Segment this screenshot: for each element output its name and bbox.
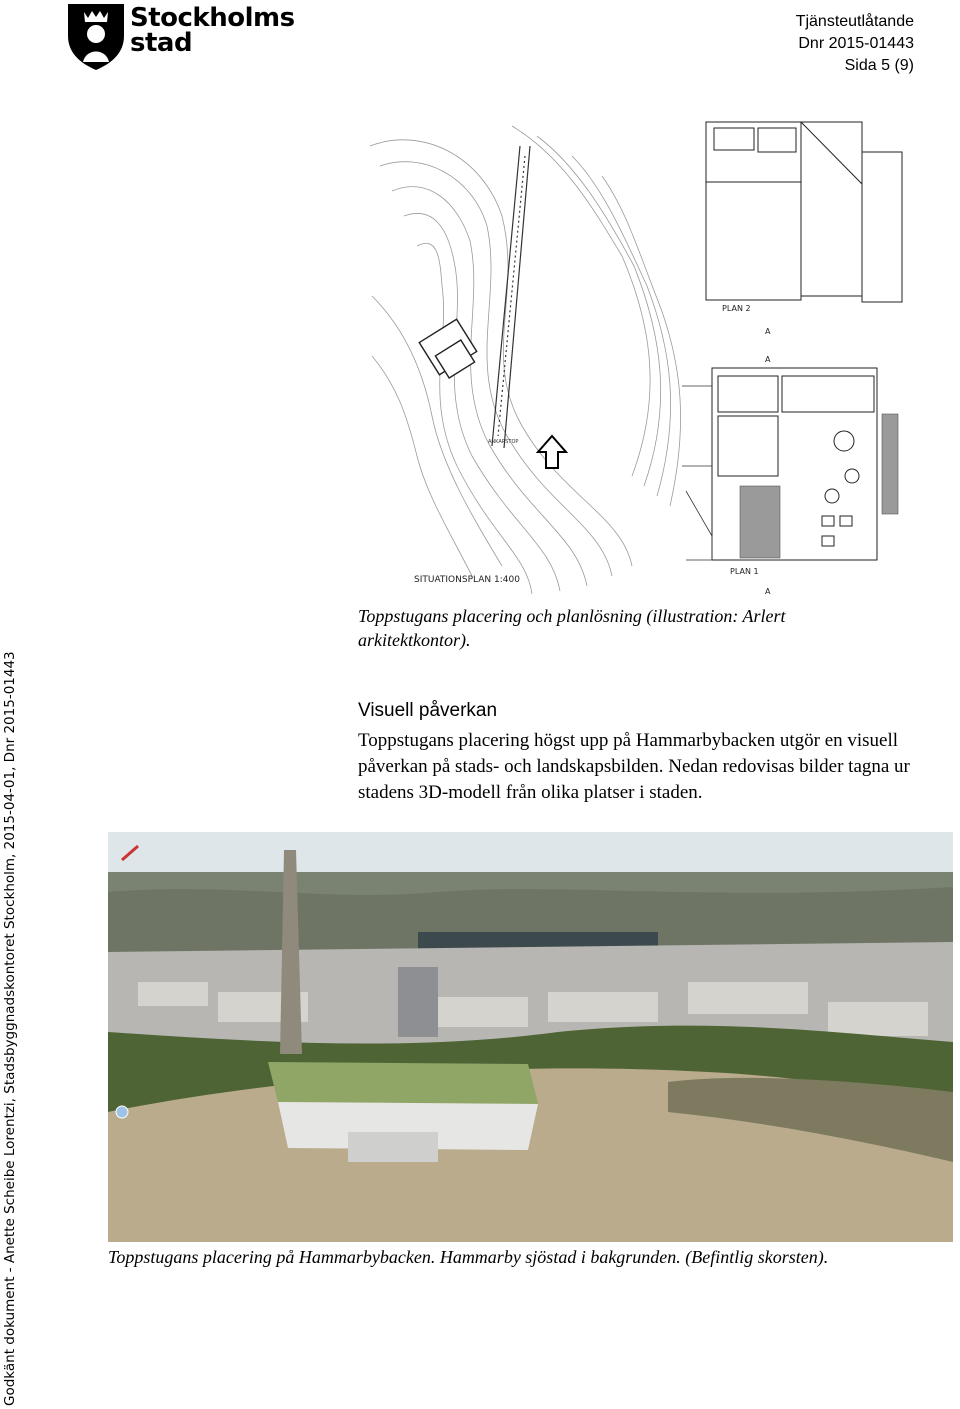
plan2-label: PLAN 2: [722, 304, 751, 313]
toppstugan-model: [268, 1062, 538, 1162]
figure-caption-plan: Toppstugans placering och planlösning (illustration: Arlert arkitektkontor).: [358, 606, 786, 650]
city-3d-model-image: [108, 832, 953, 1242]
site-plan-drawing: [362, 96, 942, 596]
logo-wordmark: [130, 3, 295, 58]
plan2-drawing: [706, 122, 902, 302]
stockholms-stad-logo: [66, 2, 295, 74]
logo-line2: stad: [130, 28, 193, 58]
page-header: [796, 11, 914, 77]
plan1-drawing: [712, 368, 877, 560]
section-body: Toppstugans placering högst upp på Hammarbybacken utgör en visuell påverkan på stads- och landskapsbilden. Nedan redovisas bilder tagna ur stadens 3D-modell från olika platser i staden.: [358, 730, 910, 803]
page-number: Sida 5 (9): [844, 57, 914, 74]
logo-line1: Stockholms: [130, 3, 295, 33]
section-heading: Visuell påverkan: [358, 700, 498, 721]
approval-side-note: Godkänt dokument - Anette Scheibe Lorentzi, Stadsbyggnadskontoret Stockholm, 2015-04-01, Dnr 2015-01443: [2, 651, 18, 1406]
plan1-section-a-bottom: A: [765, 587, 771, 596]
plan1-label: PLAN 1: [730, 567, 759, 576]
plan1-section-a-top: A: [765, 355, 771, 364]
north-arrow-icon: [538, 436, 566, 468]
dnr-number: Dnr 2015-01443: [798, 35, 914, 52]
figure-caption-3d: Toppstugans placering på Hammarbybacken. Hammarby sjöstad i bakgrunden. (Befintlig skorsten).: [108, 1247, 829, 1267]
situation-plan-label: SITUATIONSPLAN 1:400: [414, 575, 520, 585]
svg-text:ANKARSTOP: ANKARSTOP: [488, 439, 519, 445]
building-footprint: [419, 319, 476, 378]
doc-type: Tjänsteutlåtande: [795, 13, 914, 30]
plan2-section-a: A: [765, 327, 771, 336]
city-shield-icon: [66, 2, 126, 72]
